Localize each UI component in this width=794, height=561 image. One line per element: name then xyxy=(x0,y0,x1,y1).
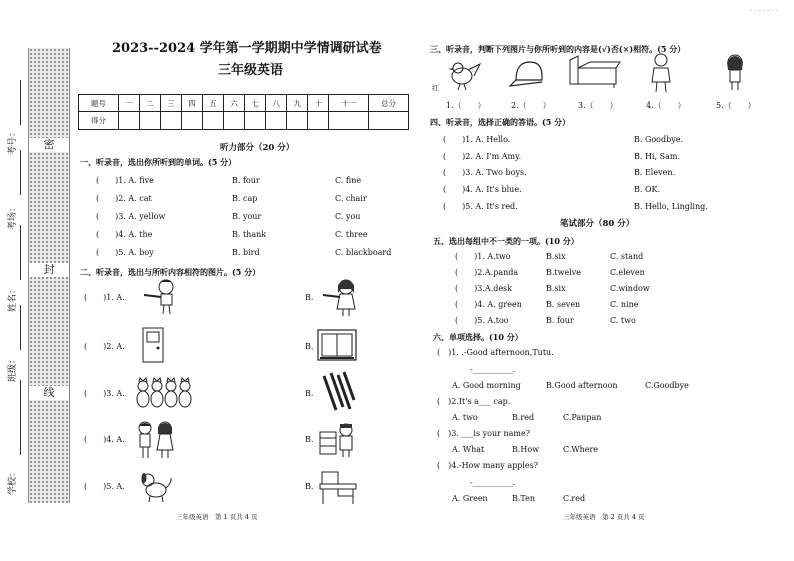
s5-q1-c: C. stand xyxy=(610,252,644,261)
s6-q1-a: A. Good morning xyxy=(452,381,521,390)
s6-q3-c: C.Where xyxy=(563,445,599,454)
class-label: 班级： xyxy=(8,354,19,383)
binding-strip xyxy=(28,48,70,503)
s6-q4-a: A. Green xyxy=(452,494,488,503)
s2-q4-b: B. xyxy=(305,435,314,444)
boy-pointing-picture xyxy=(138,277,178,315)
score-cell: 题号 xyxy=(79,95,119,112)
footer-page-2: 三年级英语 第 2 页共 4 页 xyxy=(563,513,645,521)
s1-q3-b: B. your xyxy=(232,212,262,221)
score-input-cell[interactable] xyxy=(203,112,224,130)
score-input-cell[interactable] xyxy=(329,112,369,130)
window-picture xyxy=(316,328,358,362)
bird-label: 红 xyxy=(432,84,439,92)
score-cell: 六 xyxy=(224,95,245,112)
name-label: 姓名： xyxy=(8,284,19,313)
score-cell: 十一 xyxy=(329,95,369,112)
s1-q5: ( )5. A. boy xyxy=(96,248,154,257)
score-input-cell[interactable] xyxy=(139,112,160,130)
s5-q3: ( )3.A.desk xyxy=(455,284,513,293)
footer-page-1: 三年级英语 第 1 页共 4 页 xyxy=(176,513,258,521)
s6-q1-b: B.Good afternoon xyxy=(546,381,618,390)
score-cell: 八 xyxy=(266,95,287,112)
written-heading: 笔试部分（80 分） xyxy=(560,219,635,229)
score-input-cell[interactable] xyxy=(160,112,181,130)
s2-q2: ( )2. A. xyxy=(84,342,125,351)
girl-pointing-picture xyxy=(318,277,360,317)
s2-q3-b: B. xyxy=(305,389,314,398)
s4-q5: ( )5. A. It's red. xyxy=(443,202,518,211)
score-cell: 二 xyxy=(139,95,160,112)
s6-q3-b: B.How xyxy=(512,445,540,454)
s5-q1: ( )1. A.two xyxy=(455,252,511,261)
s1-q4-b: B. thank xyxy=(232,230,267,239)
section1-title: 一、听录音，选出你所听到的单词。(5 分） xyxy=(80,157,237,167)
exam-number-label: 考号： xyxy=(8,127,19,156)
s6-q3-a: A. What xyxy=(452,445,485,454)
section5-title: 五、选出每组中不一类的一项。(10 分） xyxy=(433,236,579,246)
s6-q4: ( )4.-How many apples? xyxy=(437,461,539,470)
s4-q3-b: B. Eleven. xyxy=(634,168,676,177)
s5-q5: ( )5. A.too xyxy=(455,316,509,325)
score-label-cell: 得分 xyxy=(79,112,119,130)
s3-q3: 3.（ ） xyxy=(578,101,618,110)
dog-picture xyxy=(138,468,174,504)
s1-q4: ( )4. A. the xyxy=(96,230,153,239)
s3-q2: 2.（ ） xyxy=(511,101,551,110)
score-cell: 五 xyxy=(203,95,224,112)
s5-q3-c: C.window xyxy=(610,284,650,293)
score-table-header-row xyxy=(79,95,409,112)
s5-q2-b: B.twelve xyxy=(546,268,582,277)
s6-q1: ( )1. .-Good afternoon,Tutu. xyxy=(437,348,554,357)
s2-q4: ( )4. A. xyxy=(84,435,125,444)
s2-q5-b: B. xyxy=(305,482,314,491)
s5-q4-c: C. nine xyxy=(610,300,639,309)
s6-q4-answer-line: -__________. xyxy=(470,478,516,487)
s5-q5-b: B. four xyxy=(546,316,574,325)
s3-q5: 5.（ ） xyxy=(716,101,756,110)
s5-q2-c: C.eleven xyxy=(610,268,645,277)
s5-q3-b: B.six xyxy=(546,284,566,293)
s4-q3: ( )3. A. Two boys. xyxy=(443,168,527,177)
score-cell: 总分 xyxy=(369,95,409,112)
score-table xyxy=(78,94,409,130)
s5-q1-b: B.six xyxy=(546,252,566,261)
s1-q3: ( )3. A. yellow xyxy=(96,212,166,221)
section4-title: 四、听录音，选择正确的答语。(5 分） xyxy=(430,117,571,127)
score-cell: 九 xyxy=(287,95,308,112)
score-input-cell[interactable] xyxy=(245,112,266,130)
s1-q4-c: C. three xyxy=(335,230,368,239)
score-input-cell[interactable] xyxy=(308,112,329,130)
exam-room-label: 考场： xyxy=(8,202,19,231)
score-input-cell[interactable] xyxy=(287,112,308,130)
s2-q1: ( )1. A. xyxy=(84,293,125,302)
score-cell: 十 xyxy=(308,95,329,112)
corner-mark: - - - - - - - xyxy=(750,6,778,14)
seal-char-xian: 线 xyxy=(29,386,69,400)
s2-q1-b: B. xyxy=(305,293,314,302)
score-input-cell[interactable] xyxy=(224,112,245,130)
girl-picture xyxy=(720,52,750,92)
boy-with-book-picture xyxy=(318,422,358,458)
s6-q4-c: C.red xyxy=(563,494,586,503)
s4-q2-b: B. Hi, Sam. xyxy=(634,152,680,161)
cap-picture xyxy=(508,58,548,90)
s4-q4: ( )4. A. It's blue. xyxy=(443,185,522,194)
s6-q2-a: A. two xyxy=(452,413,478,422)
s1-q2-b: B. cap xyxy=(232,194,258,203)
s4-q1: ( )1. A. Hello. xyxy=(443,135,511,144)
s6-q2-b: B.red xyxy=(512,413,535,422)
score-input-cell[interactable] xyxy=(369,112,409,130)
section2-title: 二、听录音，选出与所听内容相符的图片。(5 分） xyxy=(80,267,261,277)
s6-q3: ( )3. ___is your name? xyxy=(437,429,531,438)
s5-q5-c: C. two xyxy=(610,316,636,325)
s4-q1-b: B. Goodbye. xyxy=(634,135,684,144)
s1-q5-c: C. blackboard xyxy=(335,248,392,257)
woman-picture xyxy=(646,52,676,94)
cats-picture xyxy=(135,376,193,410)
s1-q2: ( )2. A. cat xyxy=(96,194,152,203)
s1-q1-b: B. four xyxy=(232,176,260,185)
score-table-score-row xyxy=(79,112,409,130)
desk-chair-picture xyxy=(318,470,358,506)
score-cell: 四 xyxy=(181,95,202,112)
score-input-cell[interactable] xyxy=(118,112,139,130)
listening-heading: 听力部分（20 分） xyxy=(220,143,295,153)
door-picture xyxy=(140,326,166,364)
s4-q4-b: B. OK. xyxy=(634,185,661,194)
s6-q1-c: C.Goodbye xyxy=(645,381,689,390)
pencils-picture xyxy=(320,370,356,414)
page-subtitle: 三年级英语 xyxy=(218,63,284,78)
bird-picture xyxy=(440,58,490,94)
section6-title: 六、单项选择。(10 分） xyxy=(433,332,523,342)
s6-q4-b: B.Ten xyxy=(512,494,536,503)
s2-q3: ( )3. A. xyxy=(84,389,125,398)
s3-q4: 4.（ ） xyxy=(646,101,686,110)
s1-q3-c: C. you xyxy=(335,212,361,221)
seal-char-feng: 封 xyxy=(29,263,69,277)
s4-q2: ( )2. A. I'm Amy. xyxy=(443,152,522,161)
score-cell: 一 xyxy=(118,95,139,112)
school-label: 学校： xyxy=(8,467,19,496)
boy-and-girl-picture xyxy=(134,420,176,460)
page-title: 2023--2024 学年第一学期期中学情调研试卷 xyxy=(112,41,382,56)
s2-q2-b: B. xyxy=(305,342,314,351)
bed-picture xyxy=(566,54,622,90)
score-input-cell[interactable] xyxy=(181,112,202,130)
score-cell: 三 xyxy=(160,95,181,112)
score-cell: 七 xyxy=(245,95,266,112)
s1-q5-b: B. bird xyxy=(232,248,260,257)
s3-q1: 1.（ ） xyxy=(446,101,486,110)
s6-q1-answer-line: -__________. xyxy=(470,365,516,374)
s1-q2-c: C. chair xyxy=(335,194,367,203)
s1-q1: ( )1. A. five xyxy=(96,176,154,185)
s5-q4-b: B. seven xyxy=(546,300,581,309)
s5-q2: ( )2.A.panda xyxy=(455,268,519,277)
section3-title: 三、听录音，判断下列图片与你所听到的内容是(√)否(×)相符。(5 分） xyxy=(430,44,686,54)
s4-q5-b: B. Hello, Lingling. xyxy=(634,202,708,211)
score-input-cell[interactable] xyxy=(266,112,287,130)
binding-labels xyxy=(0,0,28,561)
seal-char-mi: 密 xyxy=(29,138,69,152)
s6-q2: ( )2.It's a___ cap. xyxy=(437,397,511,406)
s5-q4: ( )4. A. green xyxy=(455,300,522,309)
s2-q5: ( )5. A. xyxy=(84,482,125,491)
s1-q1-c: C. fine xyxy=(335,176,362,185)
s6-q2-c: C.Panpan xyxy=(563,413,602,422)
